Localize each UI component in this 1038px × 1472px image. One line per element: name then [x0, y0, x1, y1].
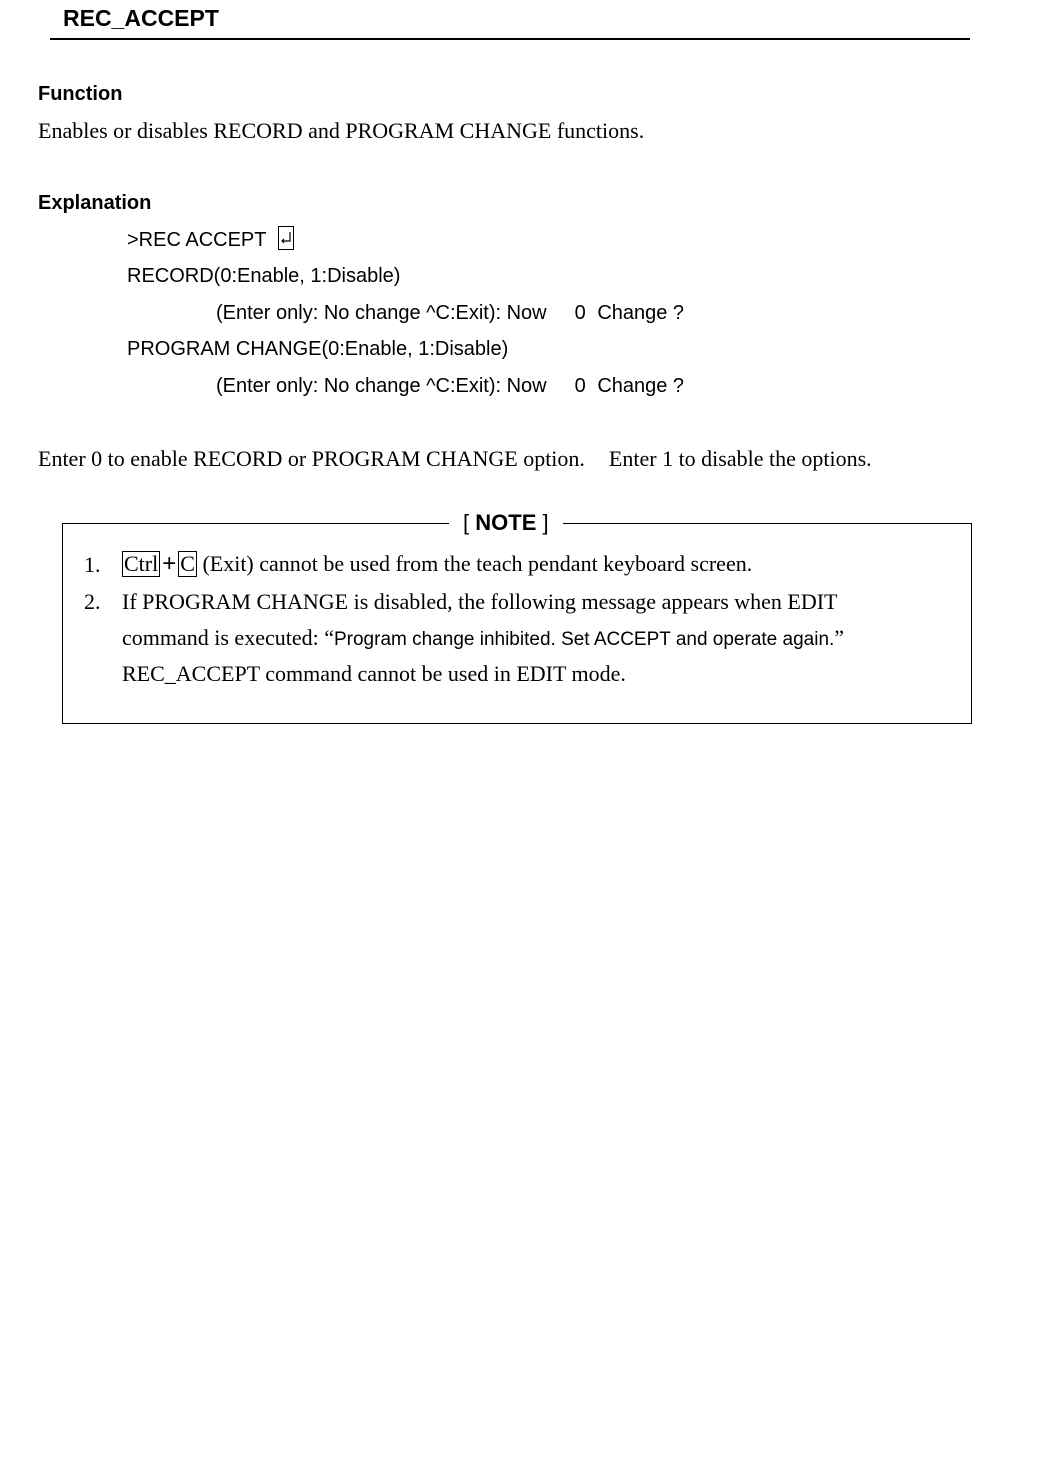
summary-disable: Enter 1 to disable the options.	[608, 446, 872, 471]
note-item-2-number: 2.	[84, 589, 101, 614]
summary-enable: Enter 0 to enable RECORD or PROGRAM CHANGE option.	[38, 446, 585, 471]
note-item-1-text: (Exit) cannot be used from the teach pendant keyboard screen.	[202, 551, 753, 576]
program-change-prompt: PROGRAM CHANGE(0:Enable, 1:Disable)	[127, 338, 509, 360]
note-title-text: NOTE	[475, 510, 537, 535]
note-open-bracket: [	[463, 510, 470, 535]
title-divider	[50, 38, 970, 40]
record-change-label: Change ?	[597, 302, 685, 324]
ctrl-key: Ctrl	[124, 551, 159, 576]
note-title	[449, 509, 563, 537]
command-line	[127, 228, 294, 253]
note-item-2-line-2	[122, 625, 844, 653]
enable-disable-summary	[38, 446, 872, 472]
program-change-input-prompt: (Enter only: No change ^C:Exit): Now	[216, 375, 547, 397]
program-change-now-value: 0	[574, 375, 586, 397]
enter-key-icon	[278, 226, 294, 250]
note-close-bracket: ]	[542, 510, 549, 535]
program-change-input-line	[216, 374, 684, 398]
function-heading: Function	[38, 83, 123, 105]
note-item-2-suffix: ”	[834, 625, 845, 650]
note-item-1	[122, 551, 752, 577]
record-input-line	[216, 301, 684, 325]
record-now-value: 0	[574, 302, 586, 324]
c-key: C	[180, 551, 195, 576]
function-description: Enables or disables RECORD and PROGRAM CHANGE functions.	[38, 118, 645, 143]
note-item-1-number: 1.	[84, 552, 101, 577]
note-item-2-line-3: REC_ACCEPT command cannot be used in EDIT mode.	[122, 661, 626, 686]
page-title: REC_ACCEPT	[63, 5, 219, 31]
record-prompt: RECORD(0:Enable, 1:Disable)	[127, 265, 401, 287]
note-item-2-prefix: command is executed: “	[122, 625, 334, 650]
inhibit-message: Program change inhibited. Set ACCEPT and operate again.	[333, 629, 835, 650]
plus-sign: +	[162, 550, 177, 577]
program-change-change-label: Change ?	[597, 375, 685, 397]
note-item-2-line-1: If PROGRAM CHANGE is disabled, the following message appears when EDIT	[122, 589, 838, 614]
command-text: >REC ACCEPT	[127, 229, 267, 251]
record-input-prompt: (Enter only: No change ^C:Exit): Now	[216, 302, 547, 324]
explanation-heading: Explanation	[38, 192, 152, 214]
